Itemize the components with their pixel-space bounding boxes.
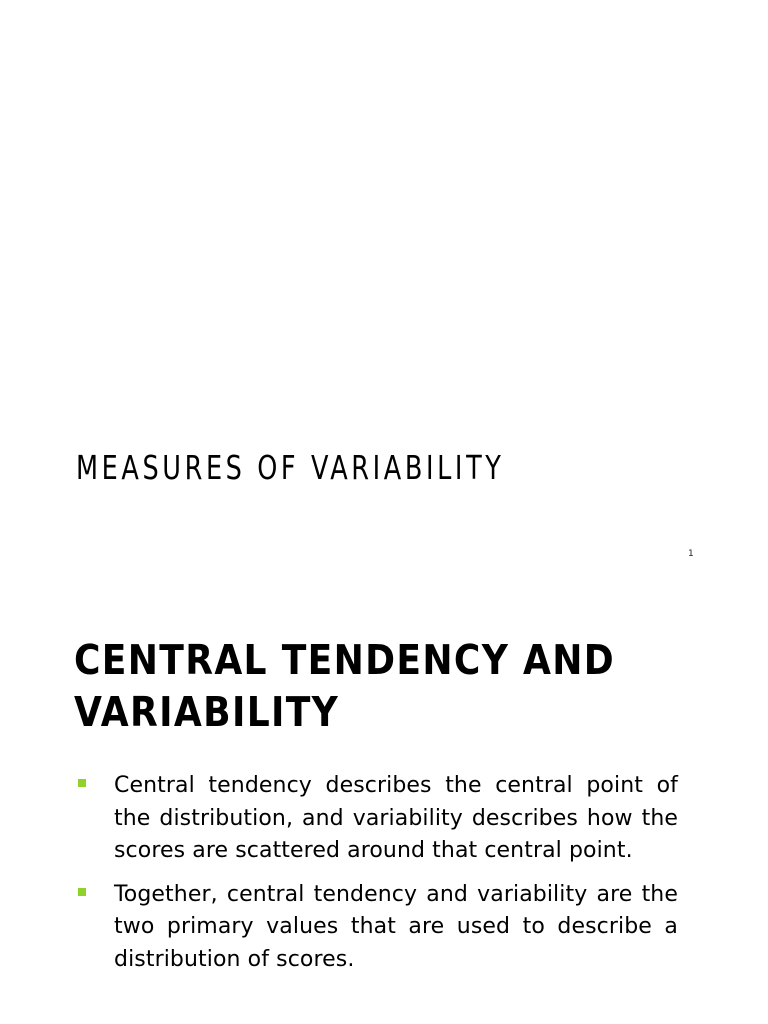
slide-heading: CENTRAL TENDENCY AND VARIABILITY bbox=[74, 636, 616, 736]
bullet-text: Together, central tendency and variability are the two primary values that are used to describe a distribution of scores. bbox=[114, 881, 678, 972]
square-bullet-icon bbox=[78, 888, 86, 896]
slide-title: MEASURES OF VARIABILITY bbox=[76, 448, 505, 487]
slide-number: 1 bbox=[688, 549, 694, 559]
bullet-item bbox=[74, 879, 678, 977]
bullet-text: Central tendency describes the central point of the distribution, and variability describes how the scores are scattered around that central point. bbox=[114, 773, 678, 863]
bullet-item bbox=[74, 770, 678, 868]
content-slide bbox=[0, 600, 768, 1024]
square-bullet-icon bbox=[78, 779, 86, 787]
bullet-list bbox=[74, 770, 678, 987]
